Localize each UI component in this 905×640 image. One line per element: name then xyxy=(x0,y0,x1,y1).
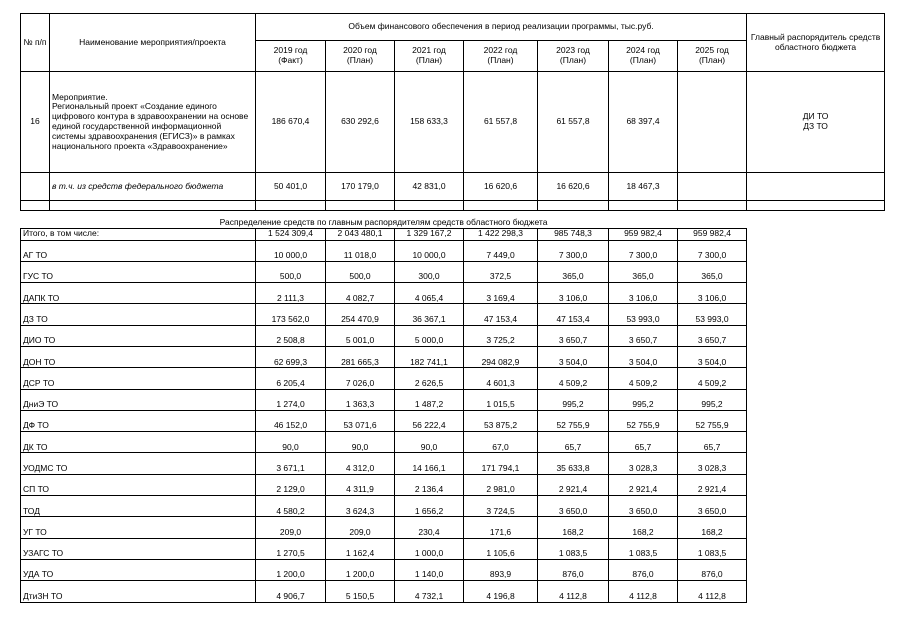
year-type: (Факт) xyxy=(278,55,303,65)
col-volume-header: Объем финансового обеспечения в период реализации программы, тыс.руб. xyxy=(256,14,747,41)
distributor-value: 7 300,0 xyxy=(609,240,678,261)
empty-cell xyxy=(747,346,885,367)
distributor-value: 1 083,5 xyxy=(609,538,678,559)
total-value: 1 422 298,3 xyxy=(464,228,538,240)
distributor-value: 2 111,3 xyxy=(256,283,326,304)
main-distributor: ДИ ТО ДЗ ТО xyxy=(747,72,885,173)
year-type: (План) xyxy=(487,55,514,65)
distributor-value: 995,2 xyxy=(678,389,747,410)
empty-cell xyxy=(21,201,50,211)
federal-value: 170 179,0 xyxy=(326,173,395,201)
distributor-value: 4 311,9 xyxy=(326,474,395,495)
federal-value: 42 831,0 xyxy=(395,173,464,201)
distributor-name: ТОД xyxy=(21,496,256,517)
federal-value: 50 401,0 xyxy=(256,173,326,201)
distributor-value: 3 504,0 xyxy=(538,346,609,367)
year-type: (План) xyxy=(698,55,726,65)
distributor-value: 3 028,3 xyxy=(609,453,678,474)
distributor-value: 53 993,0 xyxy=(678,304,747,325)
empty-cell xyxy=(326,201,395,211)
year-header-cell xyxy=(464,41,538,72)
distributor-name: ДАПК ТО xyxy=(21,283,256,304)
measure-number: 16 xyxy=(21,72,50,173)
empty-cell xyxy=(747,432,885,453)
distributor-value: 90,0 xyxy=(326,432,395,453)
distributor-value: 1 000,0 xyxy=(395,538,464,559)
distributor-value: 372,5 xyxy=(464,261,538,282)
distributor-name: ДФ ТО xyxy=(21,410,256,431)
distributor-value: 3 504,0 xyxy=(609,346,678,367)
year-header-cell xyxy=(538,41,609,72)
distributor-name: ДниЭ ТО xyxy=(21,389,256,410)
distributor-value: 995,2 xyxy=(538,389,609,410)
distributor-value: 36 367,1 xyxy=(395,304,464,325)
distributor-value: 3 504,0 xyxy=(678,346,747,367)
distributor-value: 1 363,3 xyxy=(326,389,395,410)
year-label: 2025 год xyxy=(695,45,729,56)
measure-value: 61 557,8 xyxy=(538,72,609,173)
total-value: 959 982,4 xyxy=(678,228,747,240)
distributor-value: 209,0 xyxy=(326,517,395,538)
federal-value: 18 467,3 xyxy=(609,173,678,201)
distributor-value: 4 509,2 xyxy=(609,368,678,389)
distributor-value: 2 508,8 xyxy=(256,325,326,346)
distributor-value: 4 906,7 xyxy=(256,581,326,602)
empty-cell xyxy=(747,283,885,304)
distributor-value: 876,0 xyxy=(609,559,678,580)
distributor-value: 2 136,4 xyxy=(395,474,464,495)
empty-cell xyxy=(747,173,885,201)
distributor-name: ДСР ТО xyxy=(21,368,256,389)
distributor-value: 1 274,0 xyxy=(256,389,326,410)
distributor-name: СП ТО xyxy=(21,474,256,495)
distributor-value: 1 162,4 xyxy=(326,538,395,559)
distributor-value: 62 699,3 xyxy=(256,346,326,367)
distributor-row xyxy=(21,559,885,580)
distributor-row xyxy=(21,496,885,517)
empty-cell xyxy=(747,389,885,410)
distributor-value: 3 650,0 xyxy=(609,496,678,517)
distributor-row xyxy=(21,346,885,367)
col-main-distributor-header: Главный распорядитель средств областного бюджета xyxy=(747,14,885,72)
distributor-value: 365,0 xyxy=(678,261,747,282)
distributor-value: 56 222,4 xyxy=(395,410,464,431)
distributor-value: 10 000,0 xyxy=(395,240,464,261)
year-label: 2021 год xyxy=(412,45,446,56)
distributor-value: 53 875,2 xyxy=(464,410,538,431)
distributor-value: 1 487,2 xyxy=(395,389,464,410)
year-label: 2019 год xyxy=(273,45,308,56)
distributor-name: УОДМС ТО xyxy=(21,453,256,474)
distributor-value: 3 624,3 xyxy=(326,496,395,517)
distributor-value: 10 000,0 xyxy=(256,240,326,261)
distributor-row xyxy=(21,432,885,453)
year-header-cell xyxy=(326,41,395,72)
measure-value xyxy=(678,72,747,173)
distributor-value: 254 470,9 xyxy=(326,304,395,325)
distributor-value: 5 150,5 xyxy=(326,581,395,602)
measure-value: 61 557,8 xyxy=(464,72,538,173)
distributor-value: 500,0 xyxy=(256,261,326,282)
distribution-rows xyxy=(21,240,885,602)
total-value: 1 524 309,4 xyxy=(256,228,326,240)
measure-table xyxy=(20,13,885,211)
year-header-cell xyxy=(256,41,326,72)
distributor-row xyxy=(21,538,885,559)
federal-label: в т.ч. из средств федерального бюджета xyxy=(50,173,256,201)
empty-cell xyxy=(747,228,885,240)
year-type: (План) xyxy=(346,55,374,65)
federal-value xyxy=(678,173,747,201)
distributor-row xyxy=(21,389,885,410)
empty-cell xyxy=(747,410,885,431)
distributor-value: 3 650,0 xyxy=(678,496,747,517)
col-name-header: Наименование мероприятия/проекта xyxy=(50,14,256,72)
distributor-value: 2 921,4 xyxy=(538,474,609,495)
distributor-value: 67,0 xyxy=(464,432,538,453)
distributor-name: УГ ТО xyxy=(21,517,256,538)
year-type: (План) xyxy=(415,55,443,65)
distributor-value: 53 071,6 xyxy=(326,410,395,431)
total-label: Итого, в том числе: xyxy=(21,228,256,240)
distributor-value: 1 270,5 xyxy=(256,538,326,559)
distributor-row xyxy=(21,368,885,389)
distributor-value: 4 312,0 xyxy=(326,453,395,474)
distributor-value: 209,0 xyxy=(256,517,326,538)
empty-cell xyxy=(747,581,885,602)
distributor-value: 7 449,0 xyxy=(464,240,538,261)
distributor-value: 4 112,8 xyxy=(678,581,747,602)
total-value: 1 329 167,2 xyxy=(395,228,464,240)
distributor-value: 1 083,5 xyxy=(538,538,609,559)
empty-cell xyxy=(21,173,50,201)
measure-value: 630 292,6 xyxy=(326,72,395,173)
distributor-value: 995,2 xyxy=(609,389,678,410)
distributor-value: 65,7 xyxy=(678,432,747,453)
year-type: (План) xyxy=(629,55,657,65)
distributor-name: АГ ТО xyxy=(21,240,256,261)
distributor-value: 7 300,0 xyxy=(678,240,747,261)
distributor-value: 4 112,8 xyxy=(538,581,609,602)
distributor-value: 171 794,1 xyxy=(464,453,538,474)
distributor-value: 4 732,1 xyxy=(395,581,464,602)
distributor-value: 3 106,0 xyxy=(678,283,747,304)
distributor-name: ДИО ТО xyxy=(21,325,256,346)
distributor-value: 2 921,4 xyxy=(609,474,678,495)
distributor-value: 1 200,0 xyxy=(256,559,326,580)
federal-value: 16 620,6 xyxy=(538,173,609,201)
distributor-value: 35 633,8 xyxy=(538,453,609,474)
distributor-row xyxy=(21,325,885,346)
total-value: 985 748,3 xyxy=(538,228,609,240)
federal-value: 16 620,6 xyxy=(464,173,538,201)
distributor-value: 3 028,3 xyxy=(678,453,747,474)
distributor-value: 90,0 xyxy=(256,432,326,453)
distributor-value: 294 082,9 xyxy=(464,346,538,367)
distributor-value: 3 725,2 xyxy=(464,325,538,346)
total-value: 959 982,4 xyxy=(609,228,678,240)
distributor-value: 876,0 xyxy=(678,559,747,580)
measure-name: Мероприятие. Региональный проект «Создание единого цифрового контура в здравоохранении на основе единой государственной информационной системы здравоохранения (ЕГИСЗ)» в рамках национального проекта «Здравоохранение» xyxy=(50,72,256,173)
empty-cell xyxy=(747,517,885,538)
distributor-value: 3 169,4 xyxy=(464,283,538,304)
distributor-value: 173 562,0 xyxy=(256,304,326,325)
distributor-row xyxy=(21,581,885,602)
distributor-value: 182 741,1 xyxy=(395,346,464,367)
empty-cell xyxy=(747,261,885,282)
year-type: (План) xyxy=(559,55,587,65)
distributor-value: 281 665,3 xyxy=(326,346,395,367)
measure-value: 186 670,4 xyxy=(256,72,326,173)
distributor-value: 2 981,0 xyxy=(464,474,538,495)
empty-cell xyxy=(395,201,464,211)
distributor-value: 7 026,0 xyxy=(326,368,395,389)
empty-cell xyxy=(747,559,885,580)
distributor-value: 1 200,0 xyxy=(326,559,395,580)
year-label: 2022 год xyxy=(483,45,518,56)
distributor-name: ДтиЗН ТО xyxy=(21,581,256,602)
distributor-value: 3 106,0 xyxy=(609,283,678,304)
col-number-header: № п/п xyxy=(21,14,50,72)
distributor-name: ГУС ТО xyxy=(21,261,256,282)
distributor-row xyxy=(21,240,885,261)
distributor-value: 1 015,5 xyxy=(464,389,538,410)
distributor-value: 4 509,2 xyxy=(678,368,747,389)
distributor-value: 14 166,1 xyxy=(395,453,464,474)
distributor-value: 46 152,0 xyxy=(256,410,326,431)
distributor-value: 893,9 xyxy=(464,559,538,580)
distributor-value: 168,2 xyxy=(538,517,609,538)
distributor-name: ДЗ ТО xyxy=(21,304,256,325)
empty-cell xyxy=(747,368,885,389)
total-row xyxy=(21,228,885,240)
empty-cell xyxy=(609,201,678,211)
empty-cell xyxy=(747,538,885,559)
distributor-name: УДА ТО xyxy=(21,559,256,580)
distribution-title: Распределение средств по главным распорядителям средств областного бюджета xyxy=(21,216,747,228)
distributor-value: 2 921,4 xyxy=(678,474,747,495)
distributor-value: 3 671,1 xyxy=(256,453,326,474)
distributor-row xyxy=(21,517,885,538)
distributor-row xyxy=(21,283,885,304)
distributor-row xyxy=(21,474,885,495)
distributor-value: 3 106,0 xyxy=(538,283,609,304)
empty-cell xyxy=(747,201,885,211)
distributor-value: 11 018,0 xyxy=(326,240,395,261)
empty-cell xyxy=(747,304,885,325)
distributor-row xyxy=(21,410,885,431)
empty-cell xyxy=(747,474,885,495)
distributor-value: 47 153,4 xyxy=(464,304,538,325)
distributor-value: 4 065,4 xyxy=(395,283,464,304)
distributor-value: 65,7 xyxy=(609,432,678,453)
empty-cell xyxy=(747,240,885,261)
year-label: 2023 год xyxy=(556,45,590,56)
total-value: 2 043 480,1 xyxy=(326,228,395,240)
distributor-value: 3 650,7 xyxy=(538,325,609,346)
distributor-value: 230,4 xyxy=(395,517,464,538)
empty-cell xyxy=(747,453,885,474)
empty-cell xyxy=(747,325,885,346)
distributor-name: ДОН ТО xyxy=(21,346,256,367)
distributor-value: 168,2 xyxy=(678,517,747,538)
empty-cell xyxy=(464,201,538,211)
distributor-value: 365,0 xyxy=(609,261,678,282)
distributor-value: 365,0 xyxy=(538,261,609,282)
distributor-value: 4 196,8 xyxy=(464,581,538,602)
distributor-value: 52 755,9 xyxy=(678,410,747,431)
distributor-value: 52 755,9 xyxy=(538,410,609,431)
distributor-value: 5 001,0 xyxy=(326,325,395,346)
distributor-value: 65,7 xyxy=(538,432,609,453)
distributor-value: 3 650,7 xyxy=(609,325,678,346)
distributor-value: 1 083,5 xyxy=(678,538,747,559)
empty-cell xyxy=(747,496,885,517)
distributor-value: 4 112,8 xyxy=(609,581,678,602)
distributor-value: 3 724,5 xyxy=(464,496,538,517)
distributor-value: 1 140,0 xyxy=(395,559,464,580)
year-header-cell xyxy=(395,41,464,72)
year-header-cell xyxy=(678,41,747,72)
distributor-row xyxy=(21,261,885,282)
distributor-name: ДК ТО xyxy=(21,432,256,453)
distributor-value: 53 993,0 xyxy=(609,304,678,325)
empty-cell xyxy=(678,201,747,211)
distributor-value: 7 300,0 xyxy=(538,240,609,261)
distributor-value: 2 129,0 xyxy=(256,474,326,495)
distributor-value: 171,6 xyxy=(464,517,538,538)
year-header-cell xyxy=(609,41,678,72)
distribution-table xyxy=(20,216,885,603)
distributor-value: 168,2 xyxy=(609,517,678,538)
empty-cell xyxy=(50,201,256,211)
empty-cell xyxy=(747,216,885,228)
distributor-value: 1 105,6 xyxy=(464,538,538,559)
distributor-value: 5 000,0 xyxy=(395,325,464,346)
distributor-value: 3 650,0 xyxy=(538,496,609,517)
measure-value: 68 397,4 xyxy=(609,72,678,173)
distributor-value: 6 205,4 xyxy=(256,368,326,389)
distributor-value: 47 153,4 xyxy=(538,304,609,325)
distributor-name: УЗАГС ТО xyxy=(21,538,256,559)
distributor-value: 876,0 xyxy=(538,559,609,580)
distributor-value: 4 509,2 xyxy=(538,368,609,389)
year-label: 2024 год xyxy=(626,45,660,56)
year-label: 2020 год xyxy=(343,45,377,56)
distributor-value: 3 650,7 xyxy=(678,325,747,346)
distributor-row xyxy=(21,304,885,325)
distributor-row xyxy=(21,453,885,474)
empty-cell xyxy=(538,201,609,211)
distributor-value: 2 626,5 xyxy=(395,368,464,389)
distributor-value: 500,0 xyxy=(326,261,395,282)
distributor-value: 4 580,2 xyxy=(256,496,326,517)
distributor-value: 4 601,3 xyxy=(464,368,538,389)
distributor-value: 90,0 xyxy=(395,432,464,453)
distributor-value: 4 082,7 xyxy=(326,283,395,304)
empty-cell xyxy=(256,201,326,211)
distributor-value: 300,0 xyxy=(395,261,464,282)
measure-value: 158 633,3 xyxy=(395,72,464,173)
distributor-value: 52 755,9 xyxy=(609,410,678,431)
distributor-value: 1 656,2 xyxy=(395,496,464,517)
